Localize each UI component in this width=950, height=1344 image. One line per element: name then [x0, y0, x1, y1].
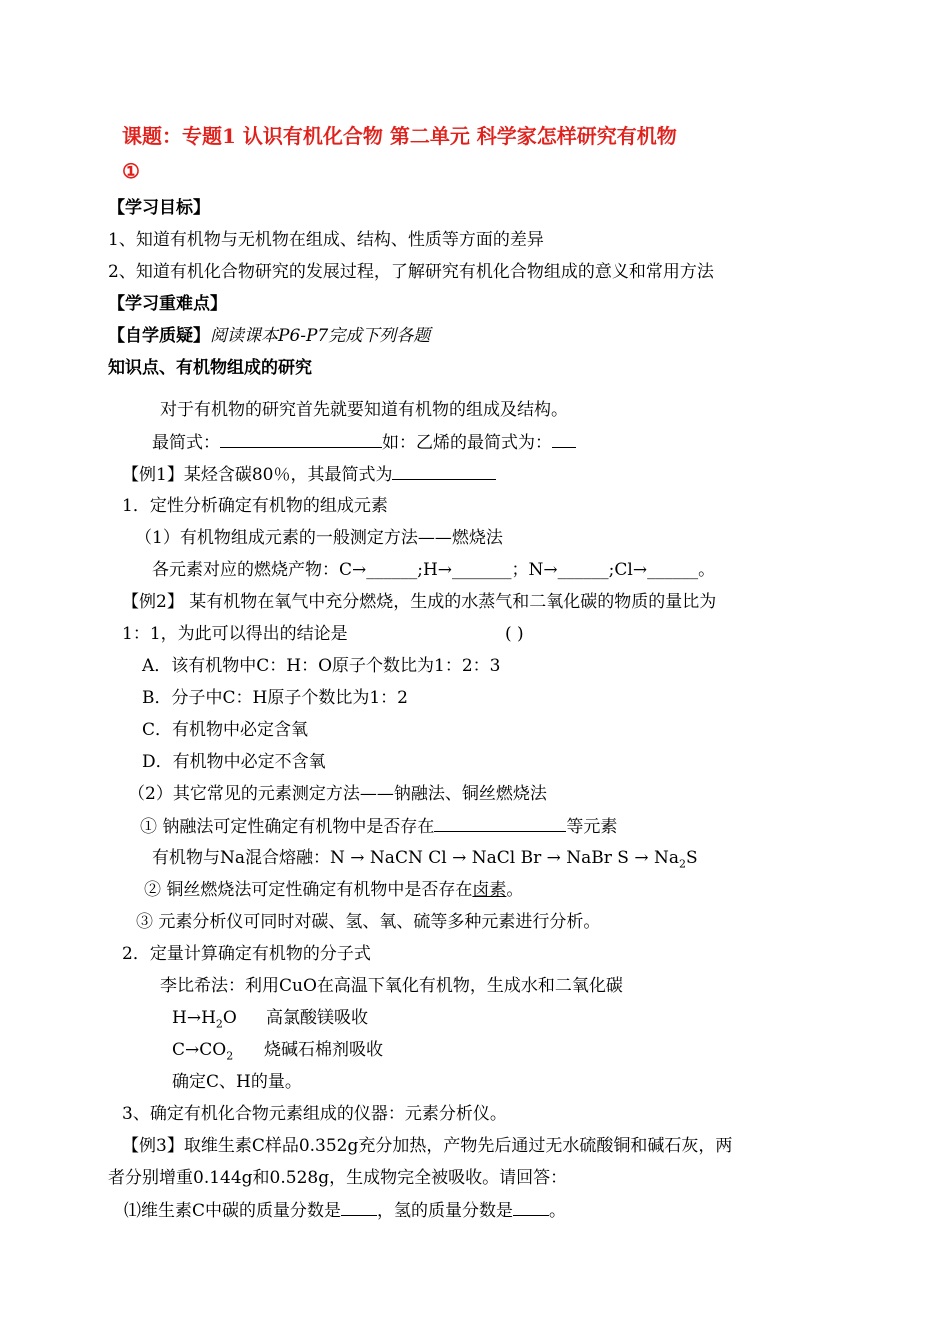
hydrogen-formula-b: O [222, 1008, 237, 1028]
section-1-2: （2）其它常见的元素测定方法——钠融法、铜丝燃烧法 [128, 784, 547, 804]
halogen-term: 卤素 [472, 880, 507, 900]
key-points-heading: 【学习重难点】 [108, 294, 227, 314]
hydrogen-formula-a: H→H [172, 1008, 216, 1028]
copper-method-end: 。 [506, 880, 524, 900]
knowledge-heading: 知识点、有机物组成的研究 [108, 358, 312, 378]
title-line-1: 课题：专题1 认识有机化合物 第二单元 科学家怎样研究有机物 [122, 124, 677, 148]
example-1-text: 【例1】某烃含碳80％，其最简式为 [122, 465, 393, 485]
title-line-2: ① [122, 159, 140, 183]
carbon-absorbent: 烧碱石棉剂吸收 [264, 1040, 383, 1060]
carbon-formula-a: C→CO [172, 1040, 227, 1060]
section-3: 3、确定有机化合物元素组成的仪器：元素分析仪。 [122, 1104, 507, 1124]
carbon-fraction-blank [341, 1199, 377, 1216]
self-study-line [108, 325, 430, 347]
sodium-fusion-reactions [152, 847, 698, 869]
section-2: 2．定量计算确定有机物的分子式 [122, 944, 371, 964]
goal-2: 2、知道有机化合物研究的发展过程，了解研究有机化合物组成的意义和常用方法 [108, 262, 714, 282]
sodium-fusion-subscript: 2 [679, 857, 686, 871]
sodium-method-blank [434, 815, 566, 832]
intro-text: 对于有机物的研究首先就要知道有机物的组成及结构。 [160, 400, 568, 420]
copper-wire-method [144, 879, 523, 901]
element-analyzer-note: ③ 元素分析仪可同时对碳、氢、氧、硫等多种元素进行分析。 [136, 912, 601, 932]
example-3-line-2: 者分别增重0.144g和0.528g，生成物完全被吸收。请回答： [108, 1168, 568, 1188]
question-1 [124, 1199, 566, 1222]
question-1-text-b: ，氢的质量分数是 [377, 1201, 514, 1221]
sodium-fusion-method [140, 815, 617, 838]
ethylene-blank [552, 431, 576, 448]
example-2-line-2: 1：1，为此可以得出的结论是 [122, 624, 348, 644]
section-1: 1．定性分析确定有机物的组成元素 [122, 496, 388, 516]
sodium-method-end: 等元素 [566, 817, 618, 837]
liebig-method: 李比希法：利用CuO在高温下氧化有机物，生成水和二氧化碳 [160, 976, 623, 996]
example-2-answer-paren: ( ) [505, 624, 524, 644]
example-3-line-1: 【例3】取维生素C样品0.352g充分加热，产物先后通过无水硫酸铜和碱石灰，两 [122, 1136, 733, 1156]
sodium-method-text: ① 钠融法可定性确定有机物中是否存在 [140, 817, 435, 837]
question-1-text-a: ⑴维生素C中碳的质量分数是 [124, 1201, 342, 1221]
example-1 [122, 463, 496, 486]
example-1-blank [392, 463, 496, 480]
determine-ch: 确定C、H的量。 [172, 1072, 302, 1092]
hydrogen-absorbent: 高氯酸镁吸收 [266, 1008, 368, 1028]
hydrogen-fraction-blank [513, 1199, 549, 1216]
option-b: B．分子中C：H原子个数比为1：2 [142, 688, 408, 708]
example-2-line-1: 【例2】 某有机物在氧气中充分燃烧，生成的水蒸气和二氧化碳的物质的量比为 [122, 592, 717, 612]
option-c: C．有机物中必定含氧 [142, 720, 309, 740]
option-d: D．有机物中必定不含氧 [142, 752, 326, 772]
combustion-products: 各元素对应的燃烧产物：C→______;H→_______；N→______;Cl→______。 [152, 560, 716, 580]
empirical-formula-line [152, 431, 576, 454]
hydrogen-absorption [172, 1007, 237, 1029]
question-1-text-c: 。 [549, 1201, 567, 1221]
empirical-example: 如：乙烯的最简式为： [382, 433, 552, 453]
copper-method-text: ② 铜丝燃烧法可定性确定有机物中是否存在 [144, 880, 473, 900]
sodium-fusion-text: 有机物与Na混合熔融：N → NaCN Cl → NaCl Br → NaBr S → Na [152, 848, 679, 868]
goals-heading: 【学习目标】 [108, 198, 210, 218]
section-1-1: （1）有机物组成元素的一般测定方法——燃烧法 [135, 528, 503, 548]
empirical-label: 最简式： [152, 433, 220, 453]
option-a: A．该有机物中C：H：O原子个数比为1：2：3 [142, 656, 501, 676]
self-study-text: 阅读课本P6-P7完成下列各题 [210, 326, 431, 346]
carbon-formula-sub: 2 [226, 1049, 234, 1063]
self-study-heading: 【自学质疑】 [108, 326, 210, 346]
sodium-fusion-end: S [686, 848, 698, 868]
hydrogen-formula-sub: 2 [215, 1017, 223, 1031]
goal-1: 1、知道有机物与无机物在组成、结构、性质等方面的差异 [108, 230, 544, 250]
empirical-blank [220, 431, 382, 448]
carbon-absorption [172, 1039, 233, 1061]
